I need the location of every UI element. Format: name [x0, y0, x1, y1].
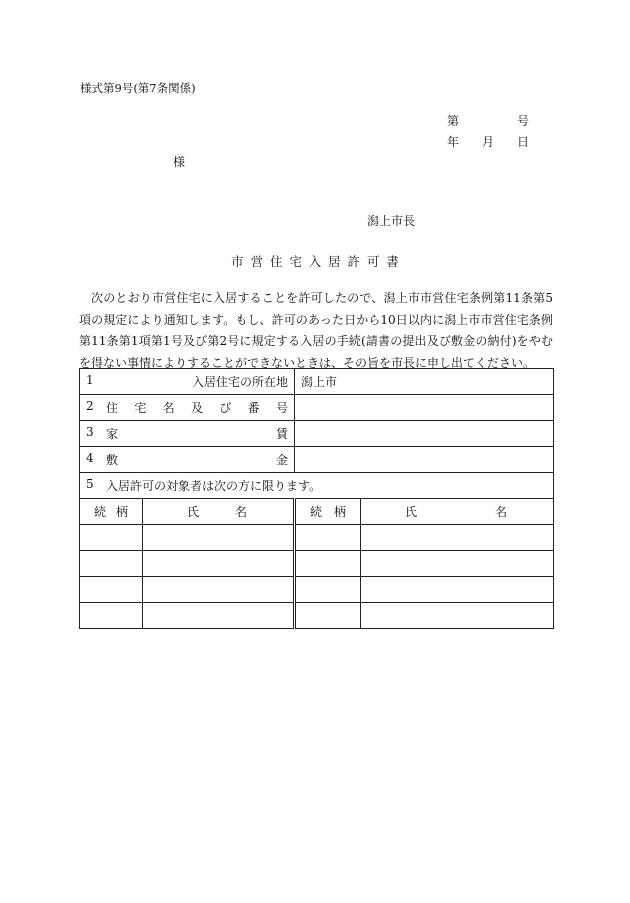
date-year: 年	[447, 135, 460, 149]
table-cell	[295, 577, 361, 603]
date-day: 日	[517, 135, 530, 149]
document-title	[0, 252, 630, 270]
table-row	[80, 473, 554, 499]
table-cell	[143, 525, 295, 551]
title-char: 書	[386, 254, 399, 269]
title-char: 入	[308, 254, 329, 269]
row-label: 1 入居住宅の所在地	[80, 369, 295, 395]
table-row	[80, 421, 554, 447]
row-label: 2 住 宅 名 及 び 番 号	[80, 395, 295, 421]
table-row	[80, 395, 554, 421]
table-cell	[80, 525, 143, 551]
title-char: 許	[347, 254, 367, 269]
table-cell	[295, 551, 361, 577]
table-cell	[80, 577, 143, 603]
table-cell	[80, 603, 143, 629]
title-char: 宅	[289, 254, 309, 269]
column-header-name: 氏 名	[361, 499, 554, 525]
table-cell	[361, 525, 554, 551]
row-label: 3 家 賃	[80, 421, 295, 447]
permit-table	[79, 368, 554, 629]
notice-body: 次のとおり市営住宅に入居することを許可したので、潟上市市営住宅条例第11条第5項の規定により通知します。もし、許可のあった日から10日以内に潟上市市営住宅条例第11条第1項第1号及び第2号に規定する入居の手続(請書の提出及び敷金の納付)をやむを得ない事情によりすることができないときは、その旨を市長に申し出てください。	[79, 291, 553, 370]
title-char: 住	[269, 254, 290, 269]
row-value	[295, 447, 554, 473]
recipient-honorific: 様	[173, 155, 186, 169]
title-char: 市	[231, 254, 251, 269]
table-row	[80, 369, 554, 395]
title-char: 可	[366, 254, 387, 269]
table-cell	[295, 603, 361, 629]
row-value: 潟上市	[295, 369, 554, 395]
column-header-name: 氏 名	[143, 499, 295, 525]
title-char: 居	[328, 254, 348, 269]
row-label: 5 入居許可の対象者は次の方に限ります。	[80, 473, 554, 499]
table-cell	[295, 525, 361, 551]
number-suffix: 号	[517, 114, 530, 128]
table-row	[80, 447, 554, 473]
table-row	[80, 499, 554, 525]
table-row	[80, 577, 554, 603]
row-label: 4 敷 金	[80, 447, 295, 473]
column-header-relation: 続 柄	[295, 499, 361, 525]
row-value	[295, 421, 554, 447]
table-row	[80, 551, 554, 577]
table-cell	[361, 577, 554, 603]
form-number: 様式第9号(第7条関係)	[80, 81, 196, 95]
column-header-relation: 続 柄	[80, 499, 143, 525]
table-cell	[143, 551, 295, 577]
row-value	[295, 395, 554, 421]
table-cell	[361, 551, 554, 577]
number-prefix: 第	[447, 114, 460, 128]
table-row	[80, 603, 554, 629]
table-cell	[80, 551, 143, 577]
table-cell	[361, 603, 554, 629]
title-char: 営	[250, 254, 270, 269]
date-month: 月	[482, 135, 495, 149]
table-cell	[143, 577, 295, 603]
table-row	[80, 525, 554, 551]
issuer-mayor: 潟上市長	[367, 214, 416, 228]
table-cell	[143, 603, 295, 629]
